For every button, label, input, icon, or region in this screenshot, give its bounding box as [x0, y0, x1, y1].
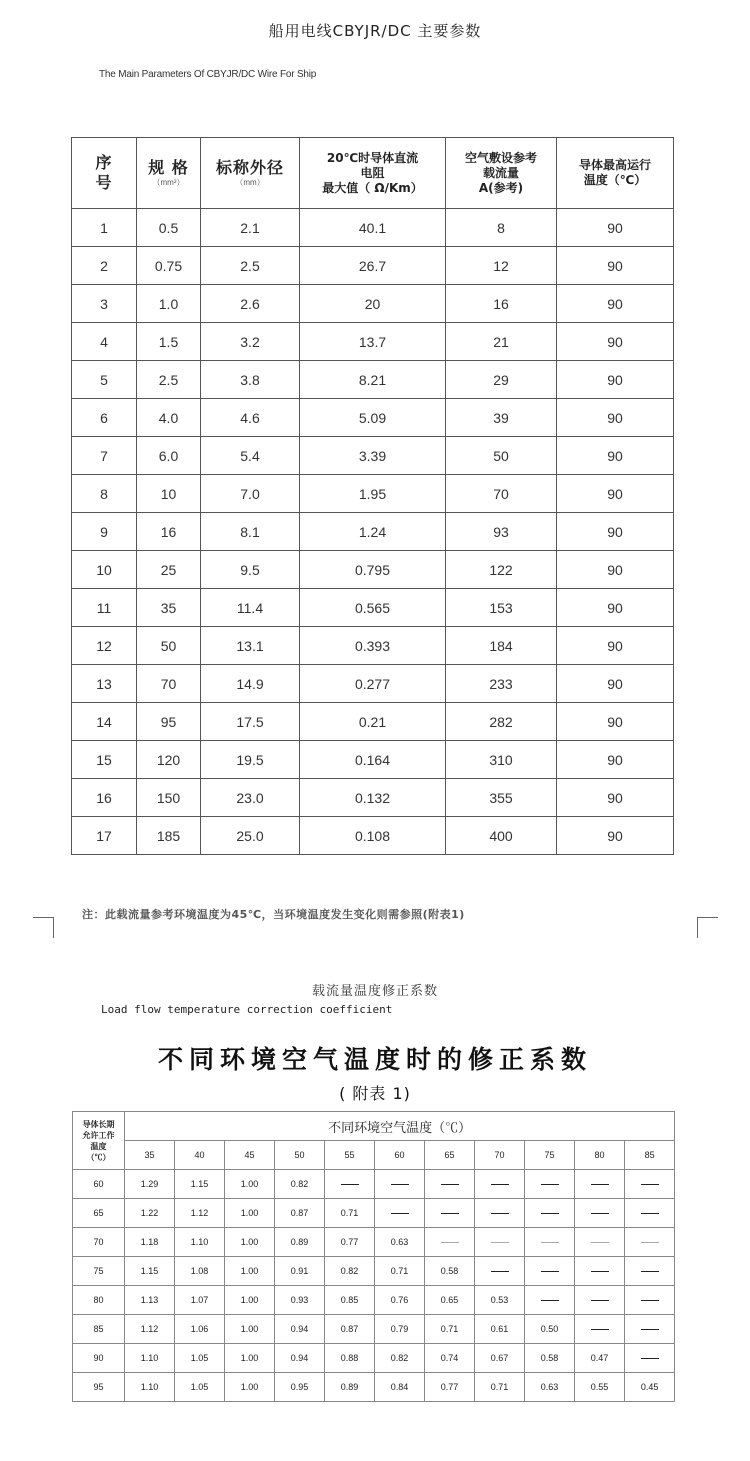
cell-spec: 1.5	[137, 323, 201, 361]
cell-outer-diameter: 2.5	[201, 247, 300, 285]
factor-cell: 1.06	[175, 1315, 225, 1344]
factor-cell: 0.94	[275, 1344, 325, 1373]
dash-mark	[591, 1242, 609, 1243]
cell-outer-diameter: 3.2	[201, 323, 300, 361]
table-row	[72, 323, 674, 361]
cell-resistance: 0.21	[300, 703, 446, 741]
dash-mark	[441, 1242, 459, 1243]
cell-max-temperature: 90	[557, 665, 674, 703]
ambient-temp-header: 85	[625, 1141, 675, 1170]
cell-resistance: 0.277	[300, 665, 446, 703]
empty-cell	[575, 1286, 625, 1315]
factor-cell: 0.77	[425, 1373, 475, 1402]
table-row	[72, 247, 674, 285]
factor-cell: 1.05	[175, 1373, 225, 1402]
empty-cell	[475, 1228, 525, 1257]
dash-mark	[641, 1242, 659, 1243]
empty-cell	[375, 1170, 425, 1199]
factor-cell: 0.71	[375, 1257, 425, 1286]
cell-current-capacity: 12	[446, 247, 557, 285]
factor-cell: 0.89	[275, 1228, 325, 1257]
factor-cell: 0.77	[325, 1228, 375, 1257]
cell-spec: 6.0	[137, 437, 201, 475]
factor-cell: 0.55	[575, 1373, 625, 1402]
factor-cell: 1.00	[225, 1170, 275, 1199]
cell-spec: 0.75	[137, 247, 201, 285]
factor-cell: 1.18	[125, 1228, 175, 1257]
table-row	[72, 703, 674, 741]
conductor-temp-cell: 75	[73, 1257, 125, 1286]
cell-max-temperature: 90	[557, 399, 674, 437]
dash-mark	[541, 1300, 559, 1301]
dash-mark	[591, 1271, 609, 1272]
cell-max-temperature: 90	[557, 209, 674, 247]
empty-cell	[625, 1286, 675, 1315]
main-table-header-row	[72, 138, 674, 209]
factor-cell: 0.85	[325, 1286, 375, 1315]
cell-current-capacity: 310	[446, 741, 557, 779]
crop-mark-left	[33, 917, 54, 938]
dash-mark	[491, 1242, 509, 1243]
empty-cell	[425, 1228, 475, 1257]
ambient-temp-header: 50	[275, 1141, 325, 1170]
cell-current-capacity: 16	[446, 285, 557, 323]
cell-max-temperature: 90	[557, 779, 674, 817]
empty-cell	[625, 1344, 675, 1373]
table-row	[73, 1199, 675, 1228]
dash-mark	[491, 1213, 509, 1214]
table-row	[73, 1373, 675, 1402]
cell-resistance: 0.132	[300, 779, 446, 817]
cell-resistance: 1.95	[300, 475, 446, 513]
cell-resistance: 5.09	[300, 399, 446, 437]
header-resistance: 20℃时导体直流 电阻 最大值（ Ω/Km）	[300, 138, 446, 209]
correction-group-header-row	[73, 1112, 675, 1141]
cell-outer-diameter: 14.9	[201, 665, 300, 703]
ambient-temp-header: 75	[525, 1141, 575, 1170]
cell-outer-diameter: 17.5	[201, 703, 300, 741]
table-row	[72, 209, 674, 247]
empty-cell	[625, 1315, 675, 1344]
empty-cell	[475, 1199, 525, 1228]
factor-cell: 1.00	[225, 1344, 275, 1373]
table-row	[72, 665, 674, 703]
cell-max-temperature: 90	[557, 437, 674, 475]
ambient-temp-header: 80	[575, 1141, 625, 1170]
factor-cell: 0.53	[475, 1286, 525, 1315]
dash-mark	[591, 1300, 609, 1301]
header-max-temperature: 导体最高运行 温度（℃）	[557, 138, 674, 209]
correction-group-header: 不同环境空气温度（℃）	[125, 1112, 675, 1141]
cell-no: 15	[72, 741, 137, 779]
cell-no: 1	[72, 209, 137, 247]
ambient-temp-header-row	[73, 1141, 675, 1170]
ambient-temp-header: 35	[125, 1141, 175, 1170]
empty-cell	[525, 1170, 575, 1199]
cell-max-temperature: 90	[557, 361, 674, 399]
cell-spec: 10	[137, 475, 201, 513]
cell-no: 16	[72, 779, 137, 817]
cell-no: 6	[72, 399, 137, 437]
empty-cell	[575, 1199, 625, 1228]
cell-current-capacity: 8	[446, 209, 557, 247]
conductor-temp-cell: 90	[73, 1344, 125, 1373]
table-row	[72, 437, 674, 475]
factor-cell: 0.95	[275, 1373, 325, 1402]
table-row	[72, 361, 674, 399]
dash-mark	[391, 1184, 409, 1185]
dash-mark	[641, 1184, 659, 1185]
factor-cell: 1.10	[125, 1344, 175, 1373]
factor-cell: 0.58	[425, 1257, 475, 1286]
factor-cell: 1.15	[125, 1257, 175, 1286]
table-row	[72, 551, 674, 589]
factor-cell: 0.82	[325, 1257, 375, 1286]
dash-mark	[391, 1213, 409, 1214]
factor-cell: 0.87	[275, 1199, 325, 1228]
table-row	[72, 285, 674, 323]
empty-cell	[525, 1228, 575, 1257]
factor-cell: 0.71	[325, 1199, 375, 1228]
cell-max-temperature: 90	[557, 247, 674, 285]
dash-mark	[441, 1184, 459, 1185]
cell-resistance: 40.1	[300, 209, 446, 247]
cell-no: 7	[72, 437, 137, 475]
dash-mark	[641, 1271, 659, 1272]
empty-cell	[325, 1170, 375, 1199]
factor-cell: 0.94	[275, 1315, 325, 1344]
dash-mark	[591, 1213, 609, 1214]
empty-cell	[525, 1199, 575, 1228]
empty-cell	[625, 1257, 675, 1286]
cell-spec: 25	[137, 551, 201, 589]
capacity-note: 注：此载流量参考环境温度为45℃，当环境温度发生变化则需参照(附表1)	[82, 908, 465, 921]
dash-mark	[491, 1184, 509, 1185]
main-parameters-table	[71, 137, 674, 855]
empty-cell	[625, 1228, 675, 1257]
factor-cell: 1.15	[175, 1170, 225, 1199]
cell-current-capacity: 122	[446, 551, 557, 589]
correction-factor-table	[72, 1111, 675, 1402]
cell-no: 12	[72, 627, 137, 665]
conductor-temp-cell: 95	[73, 1373, 125, 1402]
cell-max-temperature: 90	[557, 285, 674, 323]
dash-mark	[341, 1184, 359, 1185]
cell-resistance: 0.795	[300, 551, 446, 589]
cell-outer-diameter: 11.4	[201, 589, 300, 627]
factor-cell: 1.00	[225, 1315, 275, 1344]
cell-current-capacity: 355	[446, 779, 557, 817]
cell-resistance: 20	[300, 285, 446, 323]
ambient-temp-header: 70	[475, 1141, 525, 1170]
factor-cell: 0.88	[325, 1344, 375, 1373]
cell-current-capacity: 39	[446, 399, 557, 437]
cell-no: 13	[72, 665, 137, 703]
dash-mark	[591, 1184, 609, 1185]
empty-cell	[625, 1170, 675, 1199]
correction-subtitle: ( 附表 1)	[339, 1084, 411, 1103]
factor-cell: 1.07	[175, 1286, 225, 1315]
cell-outer-diameter: 7.0	[201, 475, 300, 513]
empty-cell	[425, 1170, 475, 1199]
table-row	[72, 399, 674, 437]
empty-cell	[575, 1257, 625, 1286]
factor-cell: 1.00	[225, 1228, 275, 1257]
dash-mark	[541, 1213, 559, 1214]
cell-resistance: 0.565	[300, 589, 446, 627]
conductor-temp-cell: 60	[73, 1170, 125, 1199]
cell-spec: 150	[137, 779, 201, 817]
header-current-capacity: 空气敷设参考 载流量 A(参考)	[446, 138, 557, 209]
cell-no: 8	[72, 475, 137, 513]
empty-cell	[575, 1228, 625, 1257]
factor-cell: 1.08	[175, 1257, 225, 1286]
conductor-temp-cell: 65	[73, 1199, 125, 1228]
factor-cell: 1.00	[225, 1286, 275, 1315]
main-table-title-en: The Main Parameters Of CBYJR/DC Wire For Ship	[99, 69, 317, 80]
cell-resistance: 8.21	[300, 361, 446, 399]
empty-cell	[625, 1199, 675, 1228]
factor-cell: 1.00	[225, 1257, 275, 1286]
table-row	[73, 1228, 675, 1257]
factor-cell: 1.22	[125, 1199, 175, 1228]
cell-max-temperature: 90	[557, 323, 674, 361]
cell-no: 4	[72, 323, 137, 361]
factor-cell: 1.12	[125, 1315, 175, 1344]
ambient-temp-header: 55	[325, 1141, 375, 1170]
crop-mark-right	[697, 917, 718, 938]
header-spec: 规 格 （mm²）	[137, 138, 201, 209]
factor-cell: 1.10	[175, 1228, 225, 1257]
dash-mark	[591, 1329, 609, 1330]
factor-cell: 0.82	[375, 1344, 425, 1373]
cell-outer-diameter: 2.1	[201, 209, 300, 247]
cell-resistance: 0.164	[300, 741, 446, 779]
cell-outer-diameter: 25.0	[201, 817, 300, 855]
cell-spec: 70	[137, 665, 201, 703]
factor-cell: 0.47	[575, 1344, 625, 1373]
empty-cell	[475, 1257, 525, 1286]
empty-cell	[425, 1199, 475, 1228]
table-row	[72, 475, 674, 513]
factor-cell: 1.10	[125, 1373, 175, 1402]
factor-cell: 1.00	[225, 1199, 275, 1228]
table-row	[73, 1257, 675, 1286]
table-row	[72, 513, 674, 551]
correction-title-cn: 载流量温度修正系数	[311, 984, 438, 999]
cell-current-capacity: 70	[446, 475, 557, 513]
factor-cell: 1.13	[125, 1286, 175, 1315]
factor-cell: 0.84	[375, 1373, 425, 1402]
table-row	[72, 627, 674, 665]
cell-no: 10	[72, 551, 137, 589]
factor-cell: 0.76	[375, 1286, 425, 1315]
table-row	[72, 589, 674, 627]
factor-cell: 0.74	[425, 1344, 475, 1373]
cell-max-temperature: 90	[557, 817, 674, 855]
cell-no: 14	[72, 703, 137, 741]
cell-no: 11	[72, 589, 137, 627]
factor-cell: 0.71	[475, 1373, 525, 1402]
cell-spec: 1.0	[137, 285, 201, 323]
correction-title-en: Load flow temperature correction coefficient	[101, 1003, 393, 1016]
correction-corner-header: 导体长期 允许工作 温度 （℃）	[73, 1112, 125, 1170]
cell-max-temperature: 90	[557, 627, 674, 665]
cell-resistance: 13.7	[300, 323, 446, 361]
cell-spec: 120	[137, 741, 201, 779]
cell-spec: 35	[137, 589, 201, 627]
main-table-title-cn: 船用电线CBYJR/DC 主要参数	[268, 22, 482, 40]
table-row	[73, 1344, 675, 1373]
factor-cell: 1.29	[125, 1170, 175, 1199]
cell-current-capacity: 233	[446, 665, 557, 703]
header-no: 序号	[72, 138, 137, 209]
factor-cell: 0.63	[375, 1228, 425, 1257]
factor-cell: 0.79	[375, 1315, 425, 1344]
dash-mark	[641, 1329, 659, 1330]
dash-mark	[641, 1213, 659, 1214]
cell-max-temperature: 90	[557, 551, 674, 589]
dash-mark	[541, 1242, 559, 1243]
dash-mark	[641, 1358, 659, 1359]
cell-spec: 95	[137, 703, 201, 741]
cell-no: 9	[72, 513, 137, 551]
cell-outer-diameter: 2.6	[201, 285, 300, 323]
factor-cell: 0.67	[475, 1344, 525, 1373]
conductor-temp-cell: 80	[73, 1286, 125, 1315]
factor-cell: 0.82	[275, 1170, 325, 1199]
factor-cell: 1.00	[225, 1373, 275, 1402]
table-row	[73, 1315, 675, 1344]
conductor-temp-cell: 85	[73, 1315, 125, 1344]
dash-mark	[441, 1213, 459, 1214]
cell-max-temperature: 90	[557, 513, 674, 551]
table-row	[73, 1170, 675, 1199]
cell-outer-diameter: 5.4	[201, 437, 300, 475]
cell-spec: 16	[137, 513, 201, 551]
table-row	[72, 817, 674, 855]
dash-mark	[491, 1271, 509, 1272]
cell-outer-diameter: 9.5	[201, 551, 300, 589]
ambient-temp-header: 60	[375, 1141, 425, 1170]
cell-spec: 50	[137, 627, 201, 665]
cell-resistance: 0.108	[300, 817, 446, 855]
factor-cell: 1.05	[175, 1344, 225, 1373]
cell-spec: 0.5	[137, 209, 201, 247]
cell-current-capacity: 400	[446, 817, 557, 855]
cell-no: 2	[72, 247, 137, 285]
factor-cell: 0.45	[625, 1373, 675, 1402]
cell-outer-diameter: 23.0	[201, 779, 300, 817]
correction-big-title: 不同环境空气温度时的修正系数	[157, 1045, 592, 1074]
table-row	[72, 741, 674, 779]
cell-max-temperature: 90	[557, 741, 674, 779]
cell-outer-diameter: 3.8	[201, 361, 300, 399]
factor-cell: 0.87	[325, 1315, 375, 1344]
cell-no: 5	[72, 361, 137, 399]
factor-cell: 0.91	[275, 1257, 325, 1286]
empty-cell	[575, 1170, 625, 1199]
factor-cell: 0.89	[325, 1373, 375, 1402]
cell-resistance: 0.393	[300, 627, 446, 665]
empty-cell	[575, 1315, 625, 1344]
empty-cell	[525, 1257, 575, 1286]
cell-max-temperature: 90	[557, 703, 674, 741]
header-outer-diameter: 标称外径 （mm）	[201, 138, 300, 209]
dash-mark	[541, 1184, 559, 1185]
factor-cell: 1.12	[175, 1199, 225, 1228]
cell-spec: 4.0	[137, 399, 201, 437]
dash-mark	[541, 1271, 559, 1272]
factor-cell: 0.61	[475, 1315, 525, 1344]
cell-outer-diameter: 8.1	[201, 513, 300, 551]
empty-cell	[375, 1199, 425, 1228]
cell-current-capacity: 282	[446, 703, 557, 741]
cell-resistance: 3.39	[300, 437, 446, 475]
table-row	[73, 1286, 675, 1315]
cell-no: 17	[72, 817, 137, 855]
factor-cell: 0.65	[425, 1286, 475, 1315]
cell-outer-diameter: 19.5	[201, 741, 300, 779]
ambient-temp-header: 65	[425, 1141, 475, 1170]
conductor-temp-cell: 70	[73, 1228, 125, 1257]
cell-no: 3	[72, 285, 137, 323]
factor-cell: 0.63	[525, 1373, 575, 1402]
cell-resistance: 1.24	[300, 513, 446, 551]
empty-cell	[475, 1170, 525, 1199]
empty-cell	[525, 1286, 575, 1315]
cell-outer-diameter: 4.6	[201, 399, 300, 437]
cell-max-temperature: 90	[557, 475, 674, 513]
cell-current-capacity: 29	[446, 361, 557, 399]
factor-cell: 0.50	[525, 1315, 575, 1344]
factor-cell: 0.58	[525, 1344, 575, 1373]
ambient-temp-header: 45	[225, 1141, 275, 1170]
factor-cell: 0.71	[425, 1315, 475, 1344]
cell-outer-diameter: 13.1	[201, 627, 300, 665]
cell-max-temperature: 90	[557, 589, 674, 627]
cell-resistance: 26.7	[300, 247, 446, 285]
cell-current-capacity: 153	[446, 589, 557, 627]
cell-current-capacity: 93	[446, 513, 557, 551]
ambient-temp-header: 40	[175, 1141, 225, 1170]
cell-current-capacity: 184	[446, 627, 557, 665]
table-row	[72, 779, 674, 817]
cell-current-capacity: 50	[446, 437, 557, 475]
dash-mark	[641, 1300, 659, 1301]
factor-cell: 0.93	[275, 1286, 325, 1315]
cell-spec: 2.5	[137, 361, 201, 399]
cell-spec: 185	[137, 817, 201, 855]
cell-current-capacity: 21	[446, 323, 557, 361]
